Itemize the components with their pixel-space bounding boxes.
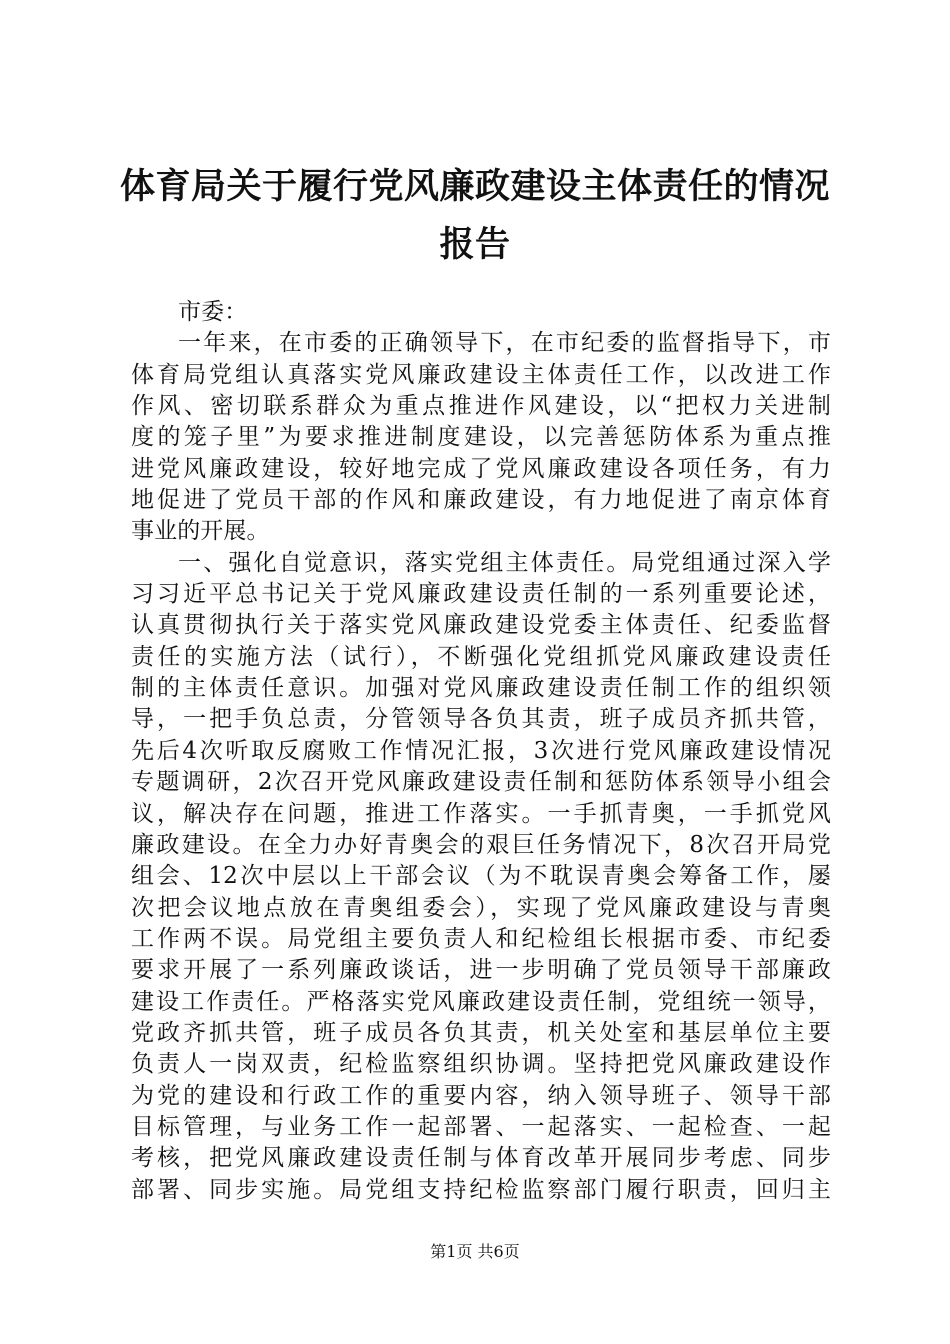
paragraph-line: 为党的建设和行政工作的重要内容，纳入领导班子、领导干部 xyxy=(131,1082,831,1109)
paragraph-line: 体育局党组认真落实党风廉政建设主体责任工作，以改进工作 xyxy=(131,361,831,388)
paragraph-line: 专题调研，2次召开党风廉政建设责任制和惩防体系领导小组会 xyxy=(131,769,831,796)
paragraph-line: 组会、12次中层以上干部会议（为不耽误青奥会筹备工作，屡 xyxy=(131,863,831,890)
paragraph-line: 先后4次听取反腐败工作情况汇报，3次进行党风廉政建设情况 xyxy=(131,737,831,764)
paragraph-line: 制的主体责任意识。加强对党风廉政建设责任制工作的组织领 xyxy=(131,675,831,702)
paragraph-line: 作风、密切联系群众为重点推进作风建设，以“把权力关进制 xyxy=(131,393,831,420)
paragraph-line: 考核，把党风廉政建设责任制与体育改革开展同步考虑、同步 xyxy=(131,1145,831,1172)
paragraph-line: 习习近平总书记关于党风廉政建设责任制的一系列重要论述， xyxy=(131,581,831,608)
paragraph-line: 导，一把手负总责，分管领导各负其责，班子成员齐抓共管， xyxy=(131,706,831,733)
paragraph-line: 责任的实施方法（试行），不断强化党组抓党风廉政建设责任 xyxy=(131,643,831,670)
paragraph-line: 一年来，在市委的正确领导下，在市纪委的监督指导下，市 xyxy=(178,330,831,357)
paragraph-line: 度的笼子里”为要求推进制度建设，以完善惩防体系为重点推 xyxy=(131,424,831,451)
document-title: 体育局关于履行党风廉政建设主体责任的情况报告 xyxy=(119,166,830,265)
paragraph-line: 认真贯彻执行关于落实党风廉政建设党委主体责任、纪委监督 xyxy=(131,612,831,639)
paragraph-line: 建设工作责任。严格落实党风廉政建设责任制，党组统一领导， xyxy=(131,988,831,1015)
paragraph-line: 目标管理，与业务工作一起部署、一起落实、一起检查、一起 xyxy=(131,1113,831,1140)
salutation: 市委： xyxy=(178,299,248,325)
paragraph-line: 负责人一岗双责，纪检监察组织协调。坚持把党风廉政建设作 xyxy=(131,1051,831,1078)
paragraph-line: 工作两不误。局党组主要负责人和纪检组长根据市委、市纪委 xyxy=(131,925,831,952)
paragraph-line: 议，解决存在问题，推进工作落实。一手抓青奥，一手抓党风 xyxy=(131,800,831,827)
paragraph-line: 一、强化自觉意识，落实党组主体责任。局党组通过深入学 xyxy=(178,549,831,576)
paragraph-line: 事业的开展。 xyxy=(131,518,270,545)
page-footer: 第1页 共6页 xyxy=(430,1242,520,1261)
paragraph-line: 次把会议地点放在青奥组委会），实现了党风廉政建设与青奥 xyxy=(131,894,831,921)
paragraph-line: 要求开展了一系列廉政谈话，进一步明确了党员领导干部廉政 xyxy=(131,957,831,984)
paragraph-line: 廉政建设。在全力办好青奥会的艰巨任务情况下，8次召开局党 xyxy=(131,831,831,858)
paragraph-line: 地促进了党员干部的作风和廉政建设，有力地促进了南京体育 xyxy=(131,487,831,514)
document-body xyxy=(131,297,831,1206)
paragraph-line: 进党风廉政建设，较好地完成了党风廉政建设各项任务，有力 xyxy=(131,455,831,482)
paragraph-line: 部署、同步实施。局党组支持纪检监察部门履行职责，回归主 xyxy=(131,1176,831,1203)
paragraph-line: 党政齐抓共管，班子成员各负其责，机关处室和基层单位主要 xyxy=(131,1019,831,1046)
